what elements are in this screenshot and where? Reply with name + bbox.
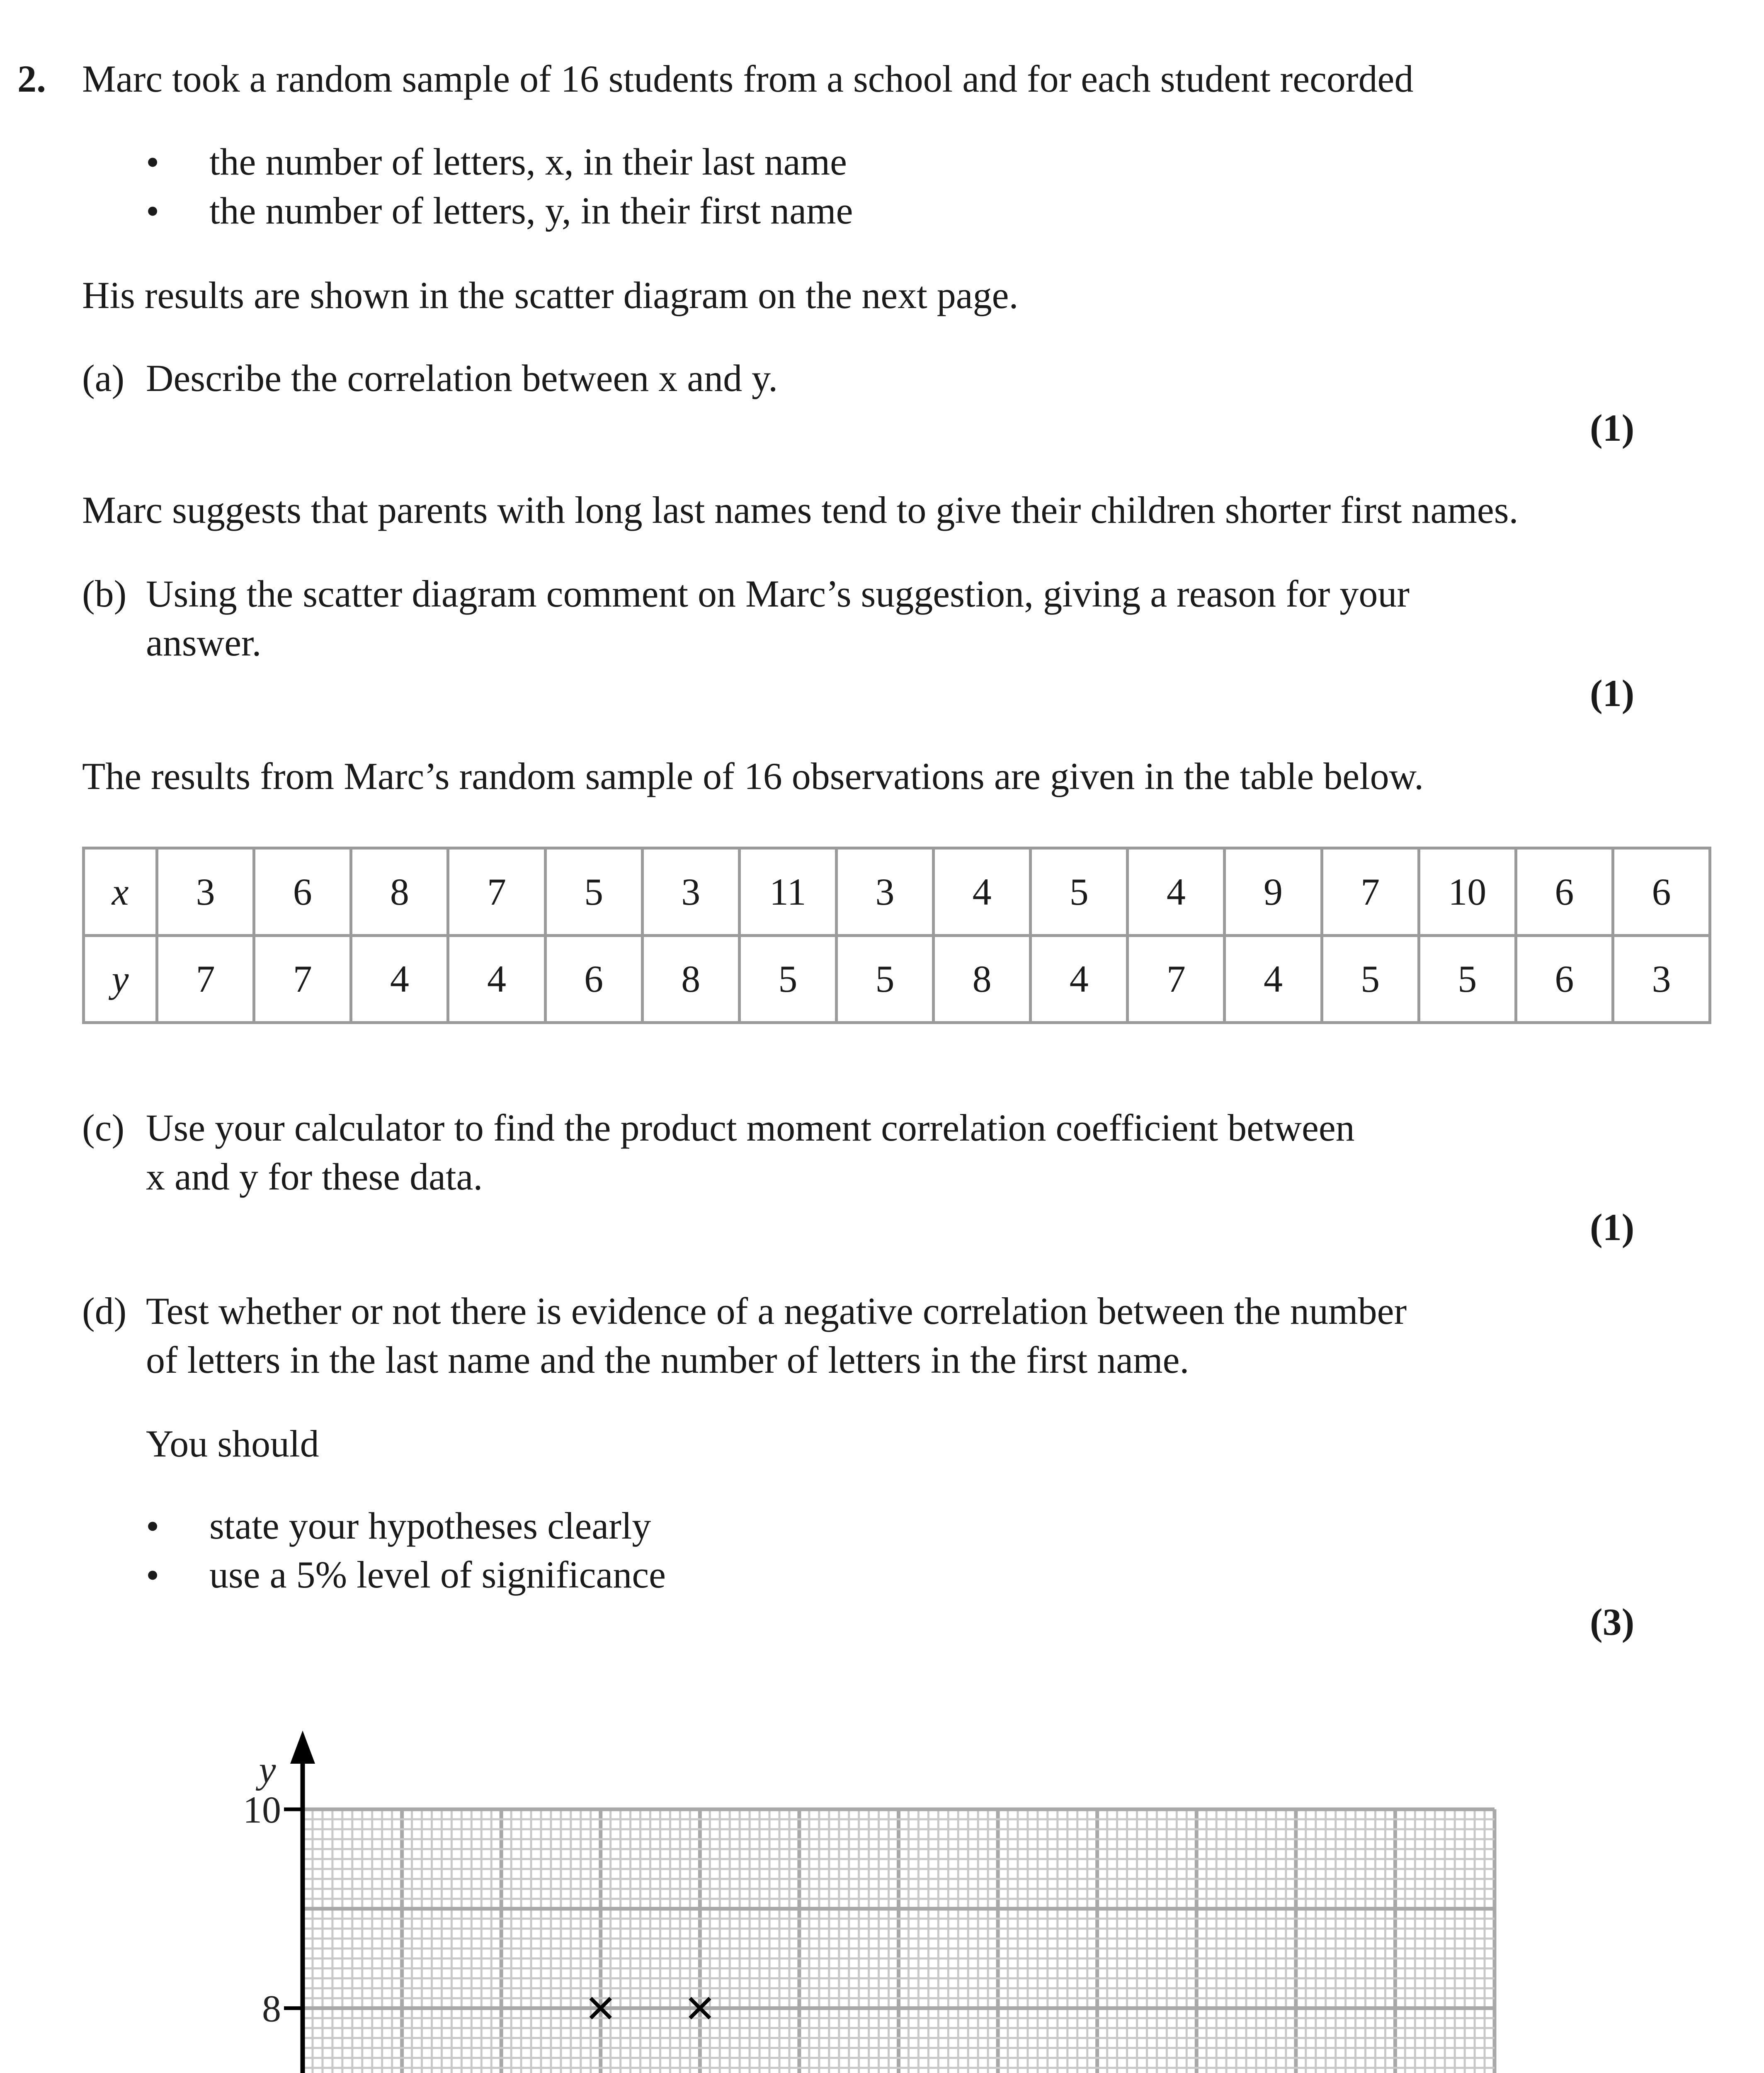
- table-cell: 4: [1225, 935, 1322, 1023]
- graph-paper-grid: [303, 1809, 1495, 2073]
- y-axis-arrow: [290, 1731, 315, 1764]
- table-cell: 5: [1419, 935, 1516, 1023]
- table-intro: The results from Marc’s random sample of 16 observations are given in the table below.: [82, 755, 1424, 797]
- table-cell: 6: [545, 935, 642, 1023]
- bullet-dot: •: [146, 1505, 160, 1547]
- part-a-label: (a): [82, 357, 125, 399]
- table-cell: 8: [642, 935, 739, 1023]
- question-intro: Marc took a random sample of 16 students from a school and for each student recorded: [82, 58, 1414, 100]
- y-tick-label: 8: [262, 1987, 281, 2030]
- part-d-bullet-1: state your hypotheses clearly: [209, 1505, 651, 1547]
- bullet-dot: •: [146, 141, 160, 183]
- table-cell: 3: [157, 848, 254, 936]
- table-cell: 4: [351, 935, 448, 1023]
- table-cell: 8: [934, 935, 1031, 1023]
- table-cell: 7: [254, 935, 351, 1023]
- suggestion-text: Marc suggests that parents with long last names tend to give their children shorter first names.: [82, 489, 1519, 531]
- part-b-marks: (1): [1590, 672, 1635, 714]
- part-d-label: (d): [82, 1290, 127, 1332]
- table-header-y: y: [84, 935, 157, 1023]
- table-cell: 7: [1128, 935, 1225, 1023]
- table-cell: 5: [739, 935, 836, 1023]
- table-cell: 7: [1322, 848, 1419, 936]
- table-cell: 7: [448, 848, 545, 936]
- question-number: 2.: [17, 58, 46, 100]
- table-header-x: x: [84, 848, 157, 936]
- table-cell: 8: [351, 848, 448, 936]
- table-cell: 3: [642, 848, 739, 936]
- table-cell: 4: [448, 935, 545, 1023]
- axes: [290, 1731, 1573, 2073]
- table-cell: 5: [836, 935, 933, 1023]
- table-cell: 5: [1322, 935, 1419, 1023]
- table-cell: 6: [254, 848, 351, 936]
- intro-bullet-1: the number of letters, x, in their last name: [209, 141, 847, 183]
- part-b-line-2: answer.: [146, 621, 262, 664]
- table-cell: 6: [1613, 848, 1710, 936]
- table-cell: 4: [1128, 848, 1225, 936]
- table-cell: 4: [934, 848, 1031, 936]
- table-cell: 5: [1031, 848, 1128, 936]
- part-d-line-2: of letters in the last name and the number of letters in the first name.: [146, 1339, 1189, 1381]
- table-cell: 6: [1516, 935, 1613, 1023]
- y-tick-label: 10: [243, 1789, 281, 1831]
- part-d-marks: (3): [1590, 1601, 1635, 1643]
- bullet-dot: •: [146, 190, 160, 232]
- part-c-line-2: x and y for these data.: [146, 1155, 483, 1198]
- y-axis-label: y: [259, 1748, 276, 1791]
- part-d-should: You should: [146, 1422, 319, 1465]
- table-cell: 9: [1225, 848, 1322, 936]
- part-c-line-1: Use your calculator to find the product moment correlation coefficient between: [146, 1107, 1355, 1149]
- part-d-bullet-2: use a 5% level of significance: [209, 1554, 666, 1596]
- part-a-text: Describe the correlation between x and y.: [146, 357, 778, 399]
- intro-bullet-2: the number of letters, y, in their first name: [209, 189, 853, 232]
- bullet-dot: •: [146, 1554, 160, 1596]
- part-a-marks: (1): [1590, 407, 1635, 449]
- table-cell: 3: [1613, 935, 1710, 1023]
- table-cell: 3: [836, 848, 933, 936]
- part-b-line-1: Using the scatter diagram comment on Marc’s suggestion, giving a reason for your: [146, 573, 1410, 615]
- part-b-label: (b): [82, 573, 127, 615]
- table-cell: 11: [739, 848, 836, 936]
- table-cell: 6: [1516, 848, 1613, 936]
- table-cell: 7: [157, 935, 254, 1023]
- part-d-line-1: Test whether or not there is evidence of a negative correlation between the number: [146, 1290, 1407, 1332]
- part-c-label: (c): [82, 1107, 125, 1149]
- table-cell: 5: [545, 848, 642, 936]
- table-cell: 10: [1419, 848, 1516, 936]
- part-c-marks: (1): [1590, 1206, 1635, 1248]
- results-note: His results are shown in the scatter diagram on the next page.: [82, 274, 1019, 316]
- table-cell: 4: [1031, 935, 1128, 1023]
